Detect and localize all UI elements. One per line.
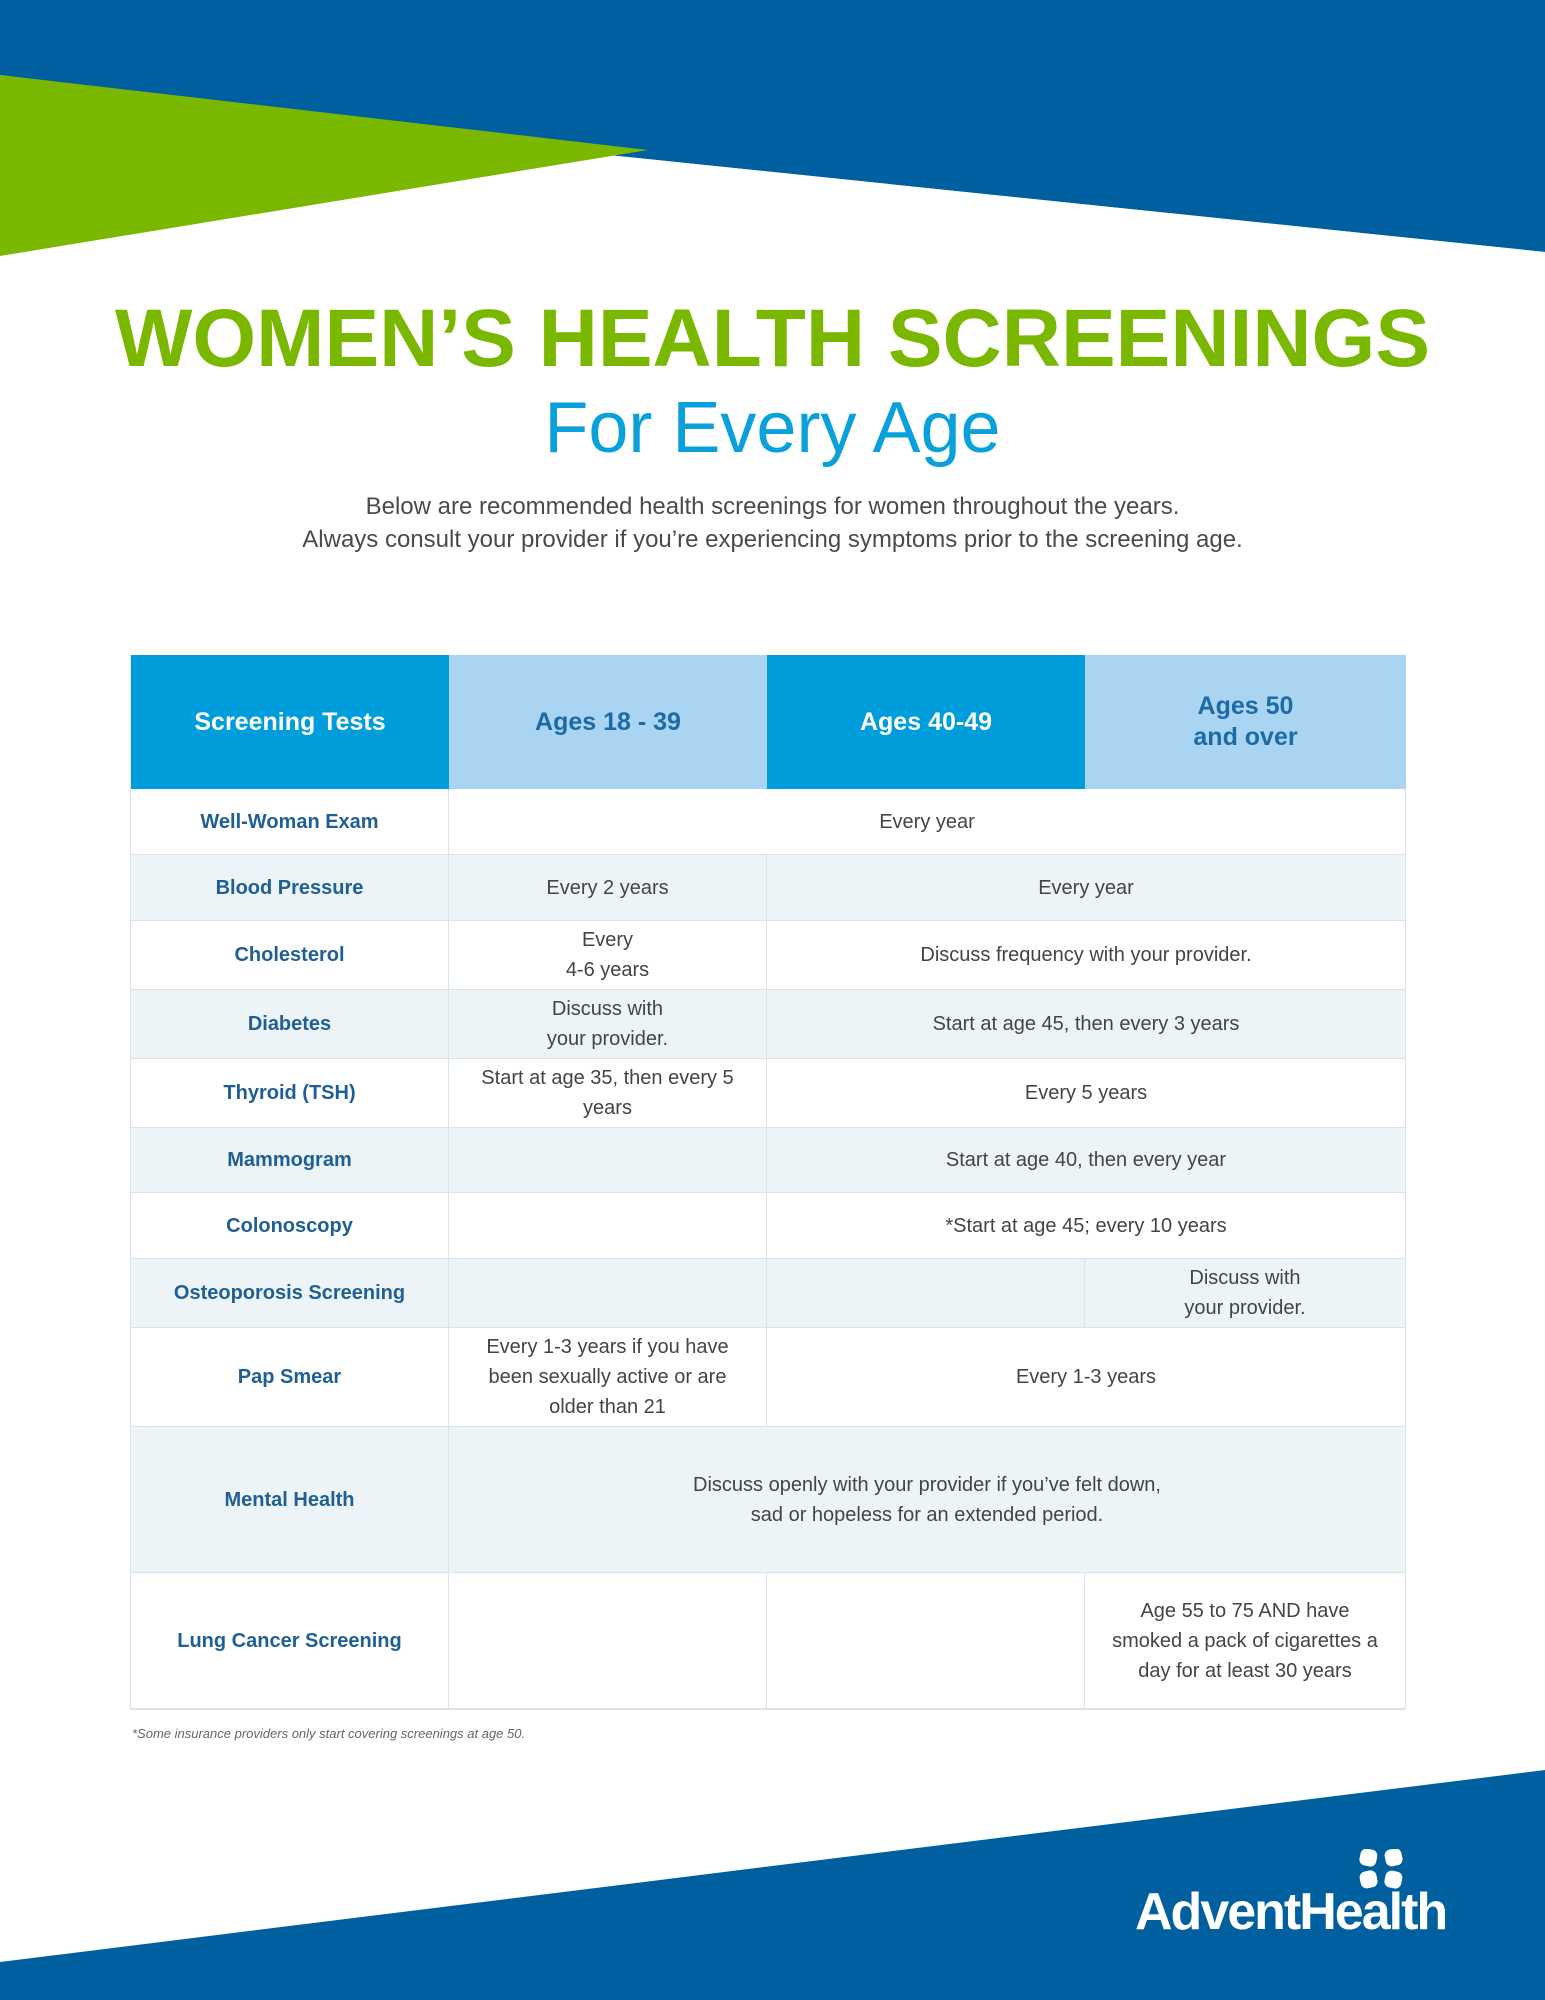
cell-diabetes-18-39: Discuss with your provider. [449,990,767,1059]
cell-osteoporosis-50-over: Discuss with your provider. [1085,1259,1406,1328]
cell-cholesterol-18-39: Every 4-6 years [449,921,767,990]
intro-line-2: Always consult your provider if you’re experiencing symptoms prior to the screening age. [302,526,1243,553]
row-label-osteoporosis: Osteoporosis Screening [131,1259,449,1328]
header-ages-40-49: Ages 40-49 [767,655,1085,789]
cell-thyroid-40-plus: Every 5 years [767,1059,1406,1128]
cell-blood-pressure-40-plus: Every year [767,855,1406,921]
row-label-thyroid: Thyroid (TSH) [131,1059,449,1128]
row-label-mammogram: Mammogram [131,1128,449,1193]
cell-osteoporosis-40-49 [767,1259,1085,1328]
cell-mammogram-40-plus: Start at age 40, then every year [767,1128,1406,1193]
cell-diabetes-40-plus: Start at age 45, then every 3 years [767,990,1406,1059]
page-title: WOMEN’S HEALTH SCREENINGS [114,293,1431,384]
page-subtitle: For Every Age [544,388,1001,468]
advent-health-logo: AdventHealth [1135,1883,1447,1941]
cell-colonoscopy-18-39 [449,1193,767,1259]
cell-lung-cancer-50-over: Age 55 to 75 AND have smoked a pack of cigarettes a day for at least 30 years [1085,1573,1406,1709]
header-ages-18-39: Ages 18 - 39 [449,655,767,789]
row-label-lung-cancer: Lung Cancer Screening [131,1573,449,1709]
cell-lung-cancer-40-49 [767,1573,1085,1709]
cell-mammogram-18-39 [449,1128,767,1193]
cell-colonoscopy-40-plus: *Start at age 45; every 10 years [767,1193,1406,1259]
cell-pap-smear-40-plus: Every 1-3 years [767,1328,1406,1427]
cell-mental-health-all-ages: Discuss openly with your provider if you’ve felt down, sad or hopeless for an extended period. [449,1427,1406,1573]
cell-well-woman-all-ages: Every year [449,789,1406,855]
cell-thyroid-18-39: Start at age 35, then every 5 years [449,1059,767,1128]
row-label-colonoscopy: Colonoscopy [131,1193,449,1259]
header-ages-50-over: Ages 50 and over [1085,655,1406,789]
row-label-blood-pressure: Blood Pressure [131,855,449,921]
cell-lung-cancer-18-39 [449,1573,767,1709]
intro-text [0,490,1545,556]
row-label-cholesterol: Cholesterol [131,921,449,990]
row-label-well-woman-exam: Well-Woman Exam [131,789,449,855]
row-label-mental-health: Mental Health [131,1427,449,1573]
footnote: *Some insurance providers only start covering screenings at age 50. [132,1726,526,1741]
cell-blood-pressure-18-39: Every 2 years [449,855,767,921]
header-screening-tests: Screening Tests [131,655,449,789]
intro-line-1: Below are recommended health screenings for women throughout the years. [365,493,1180,520]
screening-table [130,655,1405,1710]
cell-cholesterol-40-plus: Discuss frequency with your provider. [767,921,1406,990]
cell-pap-smear-18-39: Every 1-3 years if you have been sexually active or are older than 21 [449,1328,767,1427]
row-label-diabetes: Diabetes [131,990,449,1059]
row-label-pap-smear: Pap Smear [131,1328,449,1427]
cell-osteoporosis-18-39 [449,1259,767,1328]
